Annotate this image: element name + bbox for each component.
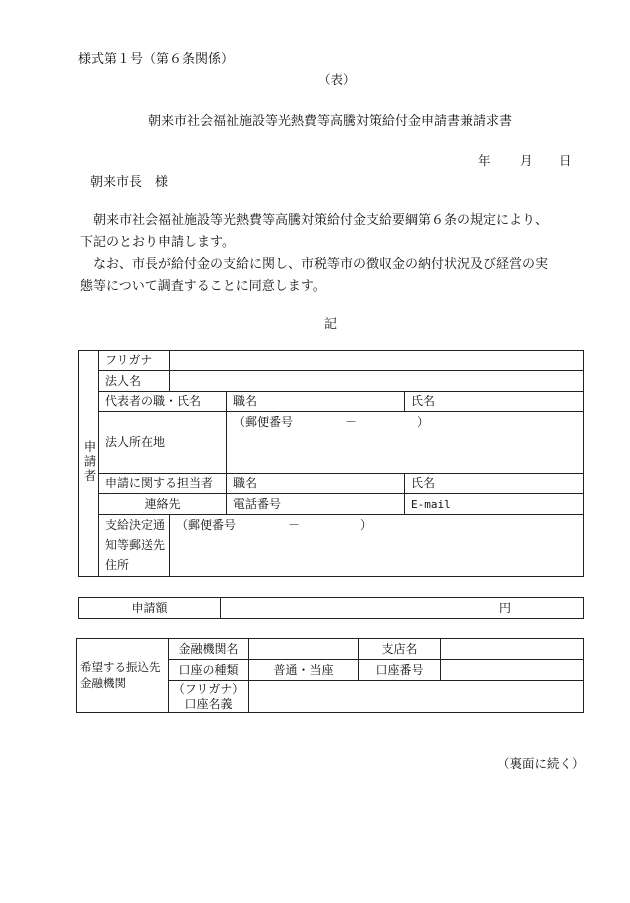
contact-name-label: 氏名	[411, 476, 436, 491]
bank-side-label-line-2: 金融機関	[80, 675, 126, 690]
rep-position-field[interactable]	[227, 392, 405, 412]
amount-unit: 円	[498, 600, 511, 615]
contact-label: 連絡先	[99, 494, 227, 515]
address-field[interactable]	[227, 412, 584, 474]
holder-field[interactable]	[249, 681, 584, 713]
body-text	[80, 210, 580, 298]
institution-field[interactable]	[249, 639, 359, 660]
branch-label: 支店名	[359, 639, 441, 660]
applicant-side-label: 申請者	[81, 439, 97, 484]
account-type-field[interactable]: 普通・当座	[249, 660, 359, 681]
contact-person-label: 申請に関する担当者	[99, 474, 227, 494]
postal-dash: －	[345, 415, 358, 429]
date-month: 月	[520, 153, 533, 168]
amount-field[interactable]	[221, 598, 584, 619]
phone-field[interactable]	[227, 494, 405, 515]
bank-table	[76, 638, 584, 713]
holder-label-line-1: （フリガナ）	[172, 681, 245, 696]
furigana-label: フリガナ	[99, 351, 170, 371]
phone-label: 電話番号	[233, 496, 282, 511]
side-label: （表）	[318, 72, 356, 87]
holder-label-line-2: 口座名義	[184, 696, 233, 711]
form-number: 様式第１号（第６条関係）	[78, 52, 235, 67]
mail-to-label	[99, 515, 170, 577]
furigana-field[interactable]	[170, 351, 584, 371]
rep-name-field[interactable]	[405, 392, 584, 412]
branch-field[interactable]	[441, 639, 584, 660]
rep-position-label: 職名	[233, 394, 258, 409]
applicant-side-cell	[79, 351, 99, 577]
body-line-4: 態等について調査することに同意します。	[80, 279, 326, 294]
postal-close: ）	[417, 415, 430, 429]
corp-name-field[interactable]	[170, 371, 584, 392]
amount-label: 申請額	[79, 598, 221, 619]
contact-position-label: 職名	[233, 476, 258, 491]
applicant-table	[78, 350, 584, 577]
holder-label	[169, 681, 249, 713]
account-number-label: 口座番号	[359, 660, 441, 681]
body-line-1: 朝来市社会福祉施設等光熱費等高騰対策給付金支給要綱第６条の規定により、	[80, 213, 549, 228]
body-line-3: なお、市長が給付金の支給に関し、市税等市の徴収金の納付状況及び経営の実	[80, 257, 549, 272]
mail-to-field[interactable]	[170, 515, 584, 577]
postal-dash-2: －	[288, 518, 301, 532]
contact-name-field[interactable]	[405, 474, 584, 494]
contact-position-field[interactable]	[227, 474, 405, 494]
addressee: 朝来市長 様	[90, 175, 169, 190]
email-field[interactable]	[405, 494, 584, 515]
date-year: 年	[478, 153, 491, 168]
bank-side-label-line-1: 希望する振込先	[80, 659, 161, 674]
institution-label: 金融機関名	[169, 639, 249, 660]
bank-side-label	[77, 639, 169, 713]
rep-name-label: 氏名	[411, 394, 436, 409]
body-line-2: 下記のとおり申請します。	[80, 235, 235, 250]
ki-marker: 記	[324, 317, 338, 332]
postal-open: （郵便番号	[233, 415, 294, 429]
mail-to-label-line-3: 住所	[105, 558, 130, 572]
amount-table	[78, 597, 584, 619]
mail-to-label-line-1: 支給決定通	[105, 518, 166, 532]
corp-name-label: 法人名	[99, 371, 170, 392]
postal-open-2: （郵便番号	[176, 518, 237, 532]
address-label: 法人所在地	[99, 412, 227, 474]
email-label: E-mail	[411, 497, 451, 511]
account-number-field[interactable]	[441, 660, 584, 681]
account-type-label: 口座の種類	[169, 660, 249, 681]
rep-label: 代表者の職・氏名	[99, 392, 227, 412]
page-title: 朝来市社会福祉施設等光熱費等高騰対策給付金申請書兼請求書	[148, 114, 513, 129]
footer-continued: （裏面に続く）	[497, 756, 585, 771]
mail-to-label-line-2: 知等郵送先	[105, 538, 166, 552]
date-day: 日	[559, 153, 572, 168]
postal-close-2: ）	[360, 518, 373, 532]
